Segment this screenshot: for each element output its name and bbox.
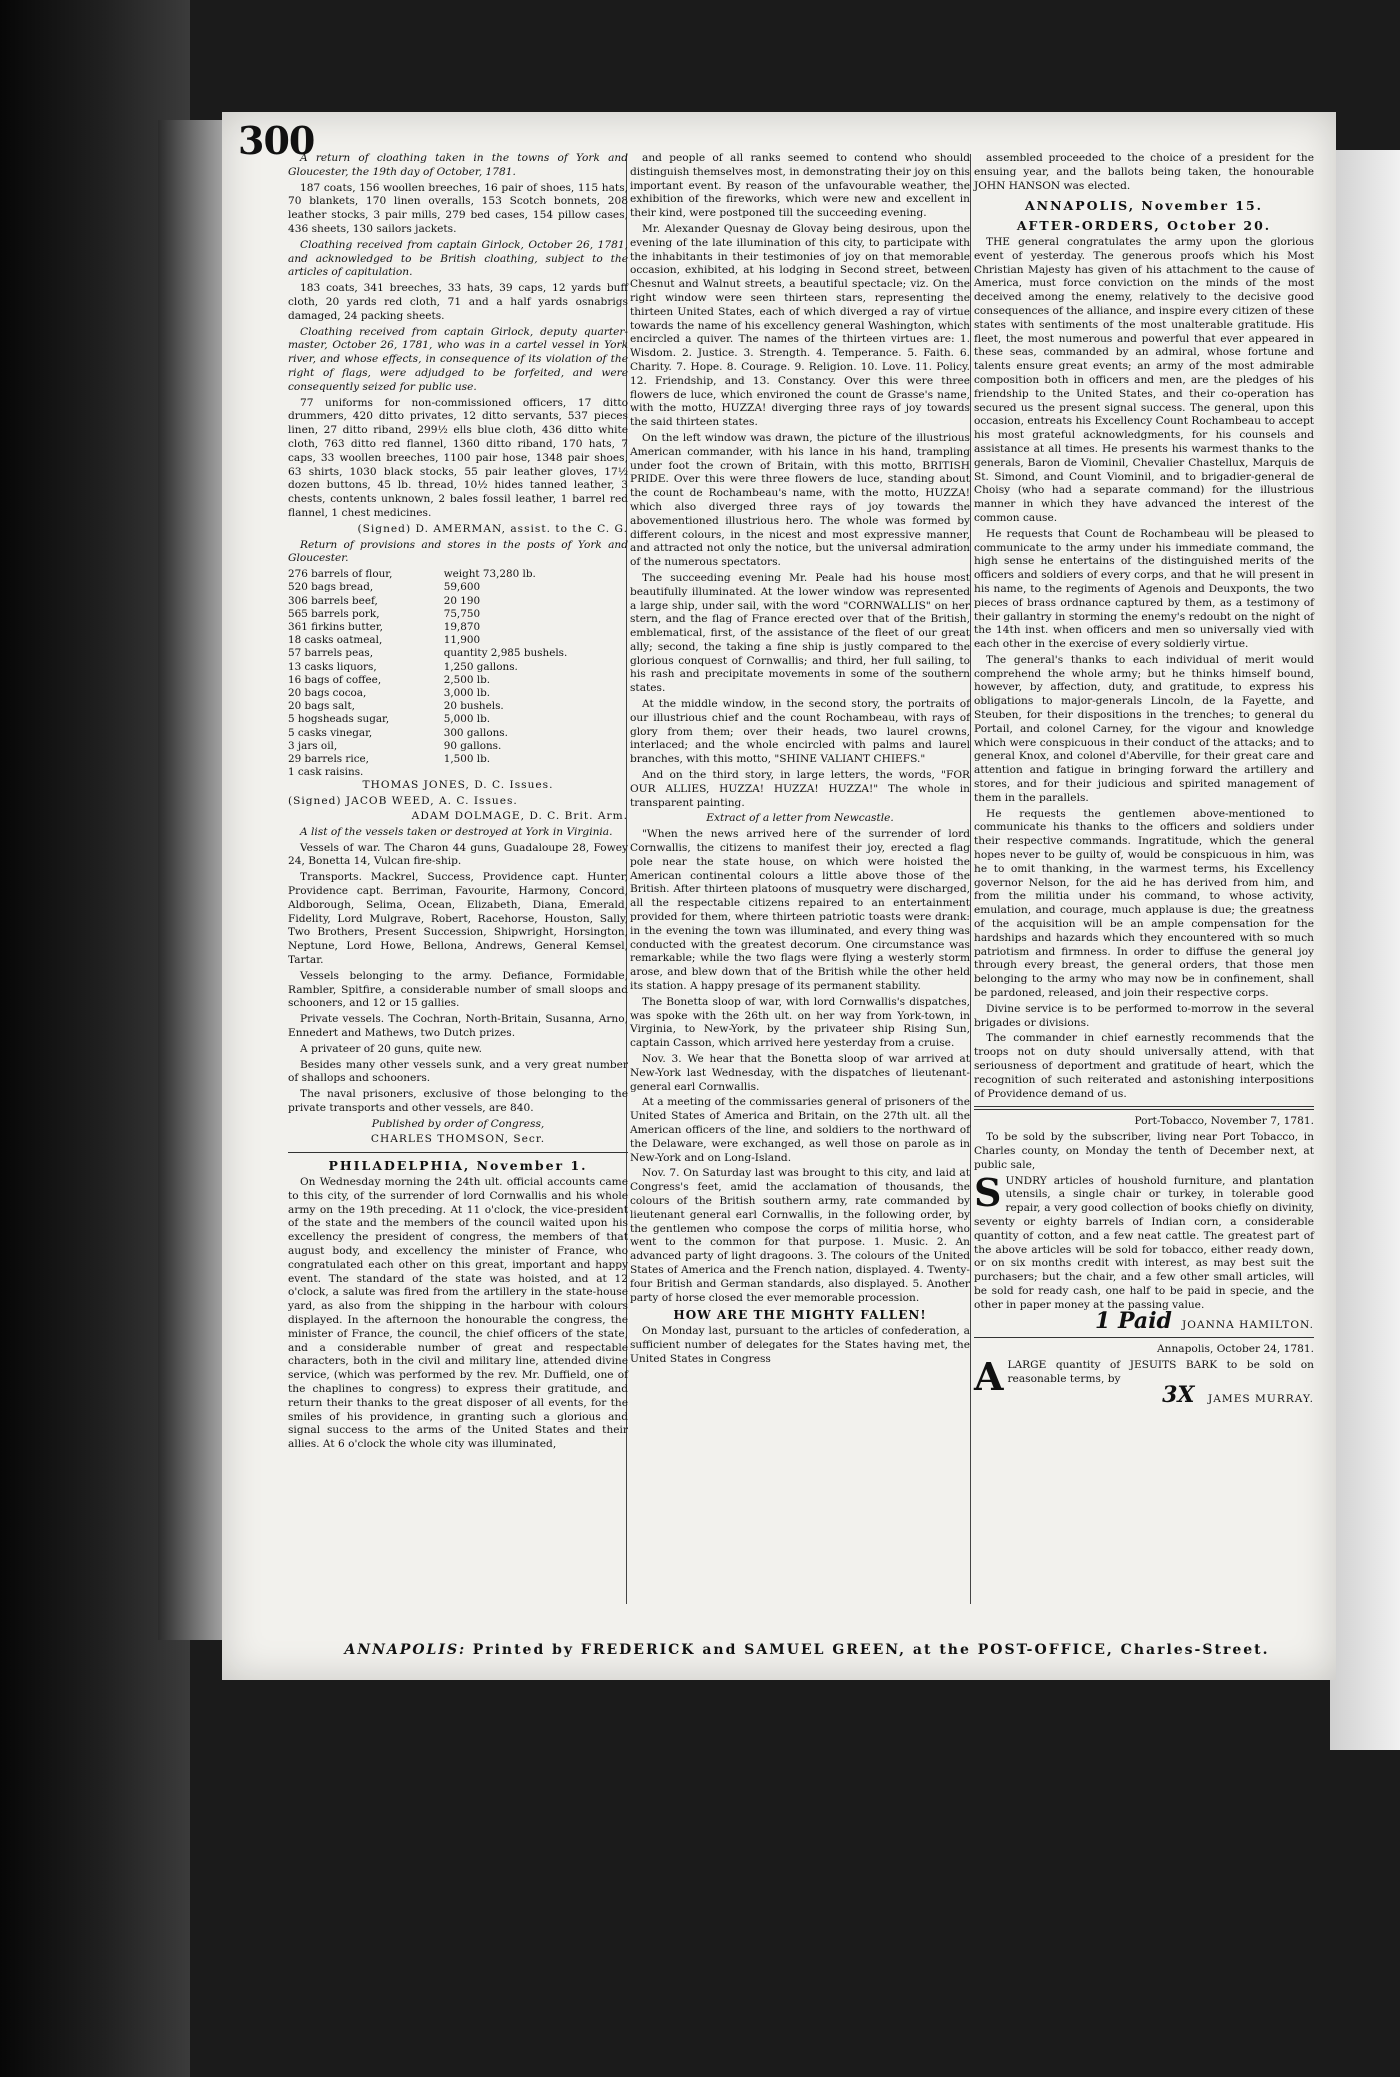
provision-item: 5 hogsheads sugar,: [288, 713, 390, 726]
provision-row: [288, 687, 628, 700]
paragraph: He requests that Count de Rochambeau will be pleased to communicate to the army under his immediate command, the high sense he entertains of the distinguished merits of the officers and soldiers of every corps, and that he will present in his name, to the regiments of Agenois and Deuxponts, the two pieces of brass ordnance captured by them, as a testimony of their gallantry in storming the enemy's redoubt on the night of the 14th inst. when officers and men so universally vied with each other in the exercise of every soldierly virtue.: [974, 527, 1314, 651]
signature: JAMES MURRAY.: [1207, 1392, 1314, 1405]
paragraph: 77 uniforms for non-commissioned officers, 17 ditto drummers, 420 ditto privates, 12 ditto servants, 537 pieces linen, 27 ditto riband, 299½ ells blue cloth, 436 ditto white cloth, 763 ditto red flannel, 1360 ditto riband, 170 hats, 7 caps, 33 woollen breeches, 1100 pair hose, 1348 pair shoes, 63 shirts, 1030 black stocks, 55 pair leather gloves, 17½ dozen buttons, 45 lb. thread, 10½ hides tanned leather, 3 chests, contents unknown, 2 bales fossil leather, 1 barrel red flannel, 1 chest medicines.: [288, 396, 628, 519]
section-heading: A return of cloathing taken in the towns of York and Gloucester, the 19th day of October, 1781.: [288, 152, 628, 178]
provisions-table: [288, 568, 628, 779]
paragraph: Private vessels. The Cochran, North-Britain, Susanna, Arno, Ennedert and Mathews, two Dutch prizes.: [288, 1013, 628, 1039]
paragraph: At the middle window, in the second story, the portraits of our illustrious chief and the count Rochambeau, with rays of glory from them; over their heads, two laurel crowns, interlaced; and the whole encircled with palms and laurel branches, with this motto, "SHINE VALIANT CHIEFS.": [630, 698, 970, 766]
provision-item: 5 casks vinegar,: [288, 726, 373, 739]
ad-signature-line: [974, 1381, 1314, 1408]
provision-quantity: 300 gallons.: [443, 726, 508, 739]
paragraph: The naval prisoners, exclusive of those belonging to the private transports and other vessels, are 840.: [288, 1088, 628, 1114]
section-heading: Return of provisions and stores in the posts of York and Gloucester.: [288, 538, 628, 565]
signature: CHARLES THOMSON, Secr.: [370, 1133, 546, 1146]
paragraph: The commander in chief earnestly recommends that the troops not on duty should universally attend, with that seriousness of deportment and gratitude of heart, which the recognition of such reiterated and astonishing interpositions of Providence demand of us.: [974, 1032, 1314, 1100]
divider: [974, 1106, 1314, 1110]
signature: ADAM DOLMAGE, D. C. Brit. Arm.: [411, 809, 628, 822]
provision-item: 16 bags of coffee,: [288, 673, 382, 686]
paragraph: "When the news arrived here of the surrender of lord Cornwallis, the citizens to manifest their joy, erected a flag pole near the state house, on which were hoisted the American continental colours a little above those of the British. After thirteen platoons of musquetry were discharged, all the respectable citizens repaired to an entertainment provided for them, where thirteen patriotic toasts were drank: in the evening the town was illuminated, and every thing was conducted with the greatest decorum. One circumstance was remarkable; while the two flags were flying a westerly storm arose, and blew down that of the British while the other held its station. A happy presage of its permanent stability.: [630, 828, 970, 993]
provision-item: 306 barrels beef,: [288, 594, 378, 607]
provision-quantity: 20 190: [443, 594, 481, 607]
paragraph: Nov. 3. We hear that the Bonetta sloop of war arrived at New-York last Wednesday, with the dispatches of lieutenant-general earl Cornwallis.: [630, 1053, 970, 1093]
paragraph: Transports. Mackrel, Success, Providence capt. Hunter, Providence capt. Berriman, Favourite, Harmony, Concord, Aldborough, Selima, Ocean, Elizabeth, Diana, Emerald, Fidelity, Lord Mulgrave, Robert, Racehorse, Houston, Sally, Two Brothers, Present Succession, Shipwright, Horsington, Neptune, Lord Howe, Bellona, Andrews, General Kemsel, Tartar.: [288, 871, 628, 966]
paragraph: Besides many other vessels sunk, and a very great number of shallops and schooners.: [288, 1058, 628, 1085]
paragraph: Vessels of war. The Charon 44 guns, Guadaloupe 28, Fowey 24, Bonetta 14, Vulcan fire-ship.: [288, 841, 628, 868]
provision-row: [288, 621, 628, 634]
newspaper-page: [222, 112, 1336, 1680]
provision-quantity: 1,500 lb.: [443, 752, 491, 765]
provision-row: [288, 661, 628, 674]
provision-quantity: 75,750: [443, 607, 481, 620]
provision-item: 3 jars oil,: [288, 739, 338, 752]
provision-quantity: 20 bushels.: [443, 700, 504, 713]
paragraph: Mr. Alexander Quesnay de Glovay being desirous, upon the evening of the late illumination of this city, to participate with the inhabitants in their testimonies of joy on that memorable occasion, exhibited, at his lodging in Second street, between Chesnut and Walnut streets, a beautiful spectacle; viz. On the right window were seen thirteen stars, representing the thirteen United States, each of which diverged a ray of virtue towards the name of his excellency general Washington, which encircled a quiver. The names of the thirteen virtues are: 1. Wisdom. 2. Justice. 3. Strength. 4. Temperance. 5. Faith. 6. Charity. 7. Hope. 8. Courage. 9. Religion. 10. Love. 11. Policy. 12. Friendship, and 13. Constancy. Over this were three flowers de luce, which environed the count de Grasse's name, with the motto, HUZZA! diverging three rays of joy towards the said thirteen states.: [630, 222, 970, 429]
provision-row: [288, 740, 628, 753]
provision-row: [288, 634, 628, 647]
paragraph: 183 coats, 341 breeches, 33 hats, 39 caps, 12 yards buff cloth, 20 yards red cloth, 71 and a half yards osnabrigs damaged, 24 packing sheets.: [288, 282, 628, 322]
provision-quantity: [444, 766, 628, 779]
dateline: ANNAPOLIS, November 15.: [1024, 198, 1264, 214]
paragraph: He requests the gentlemen above-mentioned to communicate his thanks to the officers and soldiers under their respective commands. Ingratitude, which the general hopes never to be guilty of, would be conspicuous in him, was he to omit thanking, in the warmest terms, his Excellency governor Nelson, for the aid he has derived from him, and from the militia under his command, to whose activity, emulation, and courage, much applause is due; the greatness of the acquisition will be an ample compensation for the hardships and hazards which they encountered with so much patriotism and firmness. In order to diffuse the general joy through every breast, the general orders, that those men belonging to the army who may now be in confinement, shall be pardoned, released, and join their respective corps.: [974, 807, 1314, 1000]
provision-item: 1 cask raisins.: [288, 766, 364, 779]
provision-item: 276 barrels of flour,: [288, 568, 393, 581]
paragraph: At a meeting of the commissaries general of prisoners of the United States of America and Britain, on the 27th ult. all the American officers of the line, and soldiers to the northward of the Delaware, were exchanged, as well those on parole as in New-York and on Long-Island.: [630, 1096, 970, 1164]
provision-row: [288, 581, 628, 594]
facing-page-edge: [1330, 150, 1400, 1750]
paragraph: Vessels belonging to the army. Defiance, Formidable, Rambler, Spitfire, a considerable number of small sloops and schooners, and 12 or 15 gallies.: [288, 969, 628, 1010]
paragraph: and people of all ranks seemed to contend who should distinguish themselves most, in demonstrating their joy on this important event. By reason of the unfavourable weather, the exhibition of the fireworks, which were new and excellent in their kind, were postponed till the succeeding evening.: [630, 152, 970, 220]
column-right: [974, 152, 1314, 1409]
section-heading: Cloathing received from captain Girlock, October 26, 1781, and acknowledged to be British cloathing, subject to the articles of capitulation.: [288, 238, 628, 279]
provision-quantity: 2,500 lb.: [443, 673, 491, 686]
provision-quantity: weight 73,280 lb.: [443, 568, 536, 581]
paragraph: On the left window was drawn, the picture of the illustrious American commander, with his lance in his hand, trampling under foot the crown of Britain, with this motto, BRITISH PRIDE. Over this were three flowers de luce, standing about the count de Rochambeau's name, with the motto, HUZZA! which also diverged three rays of joy towards the abovementioned illustrious hero. The whole was formed by different colours, in the nicest and most expressive manner, and attracted not only the notice, but the universal admiration of the numerous spectators.: [630, 431, 970, 569]
provision-item: 361 firkins butter,: [288, 620, 383, 633]
imprint-text: Printed by FREDERICK and SAMUEL GREEN, at the POST-OFFICE, Charles-Street.: [472, 1642, 1270, 1658]
divider: [288, 1152, 628, 1153]
provision-row: [288, 713, 628, 726]
handwritten-annotation: 3X: [1162, 1381, 1195, 1408]
provision-row: [288, 766, 628, 779]
paragraph: Nov. 7. On Saturday last was brought to this city, and laid at Congress's feet, amid the acclamation of thousands, the colours of the British southern army, rate commanded by lieutenant general earl Cornwallis, in the following order, by the gentlemen who compose the corps of militia horse, who went to the common for that purpose. 1. Music. 2. An advanced party of light dragoons. 3. The colours of the United States of America and the French nation, displayed. 4. Twenty-four British and German standards, also displayed. 5. Another party of horse closed the ever memorable procession.: [630, 1167, 970, 1304]
signature: JOANNA HAMILTON.: [1182, 1318, 1314, 1331]
provision-item: 20 bags salt,: [288, 700, 355, 713]
signature: THOMAS JONES, D. C. Issues.: [362, 779, 554, 792]
paragraph: And on the third story, in large letters, the words, "FOR OUR ALLIES, HUZZA! HUZZA! HUZZA!" The whole in transparent painting.: [630, 769, 970, 809]
provision-item: 18 casks oatmeal,: [288, 634, 383, 647]
drop-cap: S: [974, 1169, 1002, 1215]
ad-intro: To be sold by the subscriber, living near Port Tobacco, in Charles county, on Monday the tenth of December next, at public sale,: [974, 1131, 1314, 1171]
page-number: 300: [238, 118, 315, 163]
provision-quantity: 19,870: [443, 620, 481, 633]
provision-row: [288, 608, 628, 621]
paragraph: assembled proceeded to the choice of a president for the ensuing year, and the ballots being taken, the honourable JOHN HANSON was elected.: [974, 152, 1314, 192]
provision-row: [288, 647, 628, 660]
divider: [974, 1337, 1314, 1338]
imprint-line: [302, 1642, 1312, 1658]
advertisement: ALARGE quantity of JESUITS BARK to be sold on reasonable terms, by: [974, 1354, 1314, 1400]
provision-quantity: 59,600: [443, 581, 481, 594]
column-rule: [970, 154, 971, 1604]
provision-quantity: 90 gallons.: [443, 739, 502, 752]
provision-quantity: 11,900: [443, 634, 481, 647]
paragraph: On Monday last, pursuant to the articles of confederation, a sufficient number of delegates for the States having met, the United States in Congress: [630, 1325, 970, 1365]
provision-row: [288, 753, 628, 766]
provision-row: [288, 700, 628, 713]
section-heading: HOW ARE THE MIGHTY FALLEN!: [673, 1308, 927, 1323]
drop-cap: A: [974, 1354, 1004, 1400]
provision-item: 520 bags bread,: [288, 581, 374, 594]
provision-quantity: 1,250 gallons.: [443, 660, 518, 673]
provision-row: [288, 674, 628, 687]
provision-item: 20 bags cocoa,: [288, 686, 367, 699]
provision-quantity: quantity 2,985 bushels.: [443, 647, 568, 660]
publication-note: Published by order of Congress,: [371, 1117, 545, 1130]
provision-row: [288, 727, 628, 740]
column-left: [288, 152, 628, 1454]
provision-row: [288, 568, 628, 581]
provision-quantity: 5,000 lb.: [443, 713, 491, 726]
signature: (Signed) JACOB WEED, A. C. Issues.: [288, 795, 518, 808]
ad-signature-line: [974, 1307, 1314, 1334]
provision-item: 29 barrels rice,: [288, 752, 369, 765]
paragraph: The Bonetta sloop of war, with lord Cornwallis's dispatches, was spoke with the 26th ult. on her way from York-town, in Virginia, to New-York, by the privateer ship Rising Sun, captain Casson, which arrived here yesterday from a cruise.: [630, 995, 970, 1050]
advertisement: SUNDRY articles of houshold furniture, and plantation utensils, a single chair or turkey, in tolerable good repair, a very good collection of books chiefly on divinity, seventy or eighty barrels of Indian corn, a considerable quantity of cotton, and a few neat cattle. The greatest part of the above articles will be sold for tobacco, either ready down, or on six months credit with interest, as may best suit the purchasers; but the chair, and a few other small articles, will be sold for ready cash, one half to be paid in specie, and the other in paper money at the passing value.: [974, 1169, 1314, 1311]
paragraph: The general's thanks to each individual of merit would comprehend the whole army; but he thinks himself bound, however, by affection, duty, and gratitude, to express his obligations to major-generals Lincoln, de la Fayette, and Steuben, for their dispositions in the trenches; to general du Portail, and colonel Carney, for the vigour and knowledge which were conspicuous in their conduct of the attacks; and to general Knox, and colonel d'Aberville, for their great care and attention and fatigue in bringing forward the artillery and stores, and for their judicious and spirited management of them in the parallels.: [974, 653, 1314, 804]
dateline: PHILADELPHIA, November 1.: [328, 1158, 588, 1174]
paragraph: The succeeding evening Mr. Peale had his house most beautifully illuminated. At the lower window was represented a large ship, under sail, with the word "CORNWALLIS" on her stern, and the flag of France erected over that of the British, emblematical, first, of the assistance of the fleet of our great ally; second, the taking a fine ship is justly compared to the glorious conquest of Cornwallis; and third, her full sailing, to his rash and precipitate movements in some of the southern states.: [630, 571, 970, 695]
imprint-place: ANNAPOLIS:: [344, 1642, 467, 1658]
column-middle: [630, 152, 970, 1369]
provision-item: 565 barrels pork,: [288, 607, 380, 620]
paragraph: 187 coats, 156 woollen breeches, 16 pair of shoes, 115 hats, 70 blankets, 170 linen overalls, 153 Scotch bonnets, 208 leather stocks, 3 pair mills, 279 bed cases, 154 pillow cases, 436 sheets, 130 sailors jackets.: [288, 181, 628, 235]
signature: (Signed) D. AMERMAN, assist. to the C. G.: [357, 522, 628, 535]
ad-dateline: Port-Tobacco, November 7, 1781.: [1134, 1115, 1314, 1128]
provision-row: [288, 595, 628, 608]
ad-dateline: Annapolis, October 24, 1781.: [1157, 1343, 1314, 1356]
section-heading: Cloathing received from captain Girlock, deputy quarter-master, October 26, 1781, who was in a cartel vessel in York river, and whose effects, in consequence of its violation of the right of flags, were adjudged to be forfeited, and were consequently seized for public use.: [288, 325, 628, 393]
paragraph: THE general congratulates the army upon the glorious event of yesterday. The generous proofs which his Most Christian Majesty has given of his attachment to the cause of America, must force conviction on the minds of the most deceived among the enemy, relatively to the decisive good consequences of the alliance, and inspire every citizen of these states with sentiments of the most unalterable gratitude. His fleet, the most numerous and powerful that ever appeared in these seas, commanded by an admiral, whose fortune and talents ensure great events; an army of the most admirable composition both in officers and men, are the pledges of his friendship to the United States, and their co-operation has secured us the present signal success. The general, upon this occasion, entreats his Excellency Count Rochambeau to accept his most grateful acknowledgments, for his counsels and assistance at all times. He presents his warmest thanks to the generals, Baron de Viominil, Chevalier Chastellux, Marquis de St. Simond, and Count Viominil, and to brigadier-general de Choisy (who had a separate command) for the illustrious manner in which they have advanced the interest of the common cause.: [974, 235, 1314, 524]
paragraph: Divine service is to be performed to-morrow in the several brigades or divisions.: [974, 1002, 1314, 1029]
section-heading: Extract of a letter from Newcastle.: [706, 812, 894, 825]
paragraph: On Wednesday morning the 24th ult. official accounts came to this city, of the surrender of lord Cornwallis and his whole army on the 19th preceding. At 11 o'clock, the vice-president of the state and the members of the council waited upon his excellency the president of congress, the members of that august body, and excellency the minister of France, who congratulated each other on this great, important and happy event. The standard of the state was hoisted, and at 12 o'clock, a salute was fired from the artillery in the state-house yard, as also from the shipping in the harbour with colours displayed. In the afternoon the honourable the congress, the minister of France, the council, the chief officers of the state, and a considerable number of great and respectable characters, both in the civil and military line, attended divine service, (which was performed by the rev. Mr. Duffield, one of the chaplines to congress) to express their gratitude, and return their thanks to the great disposer of all events, for the smiles of his providence, in granting such a glorious and signal success to the arms of the United States and their allies. At 6 o'clock the whole city was illuminated,: [288, 1176, 628, 1451]
provision-item: 57 barrels peas,: [288, 647, 374, 660]
provision-item: 13 casks liquors,: [288, 660, 377, 673]
paragraph: A privateer of 20 guns, quite new.: [300, 1042, 483, 1055]
section-heading: AFTER-ORDERS, October 20.: [1016, 218, 1272, 234]
handwritten-annotation: 1 Paid: [1095, 1307, 1172, 1334]
section-heading: A list of the vessels taken or destroyed at York in Virginia.: [300, 825, 613, 838]
provision-quantity: 3,000 lb.: [443, 686, 491, 699]
